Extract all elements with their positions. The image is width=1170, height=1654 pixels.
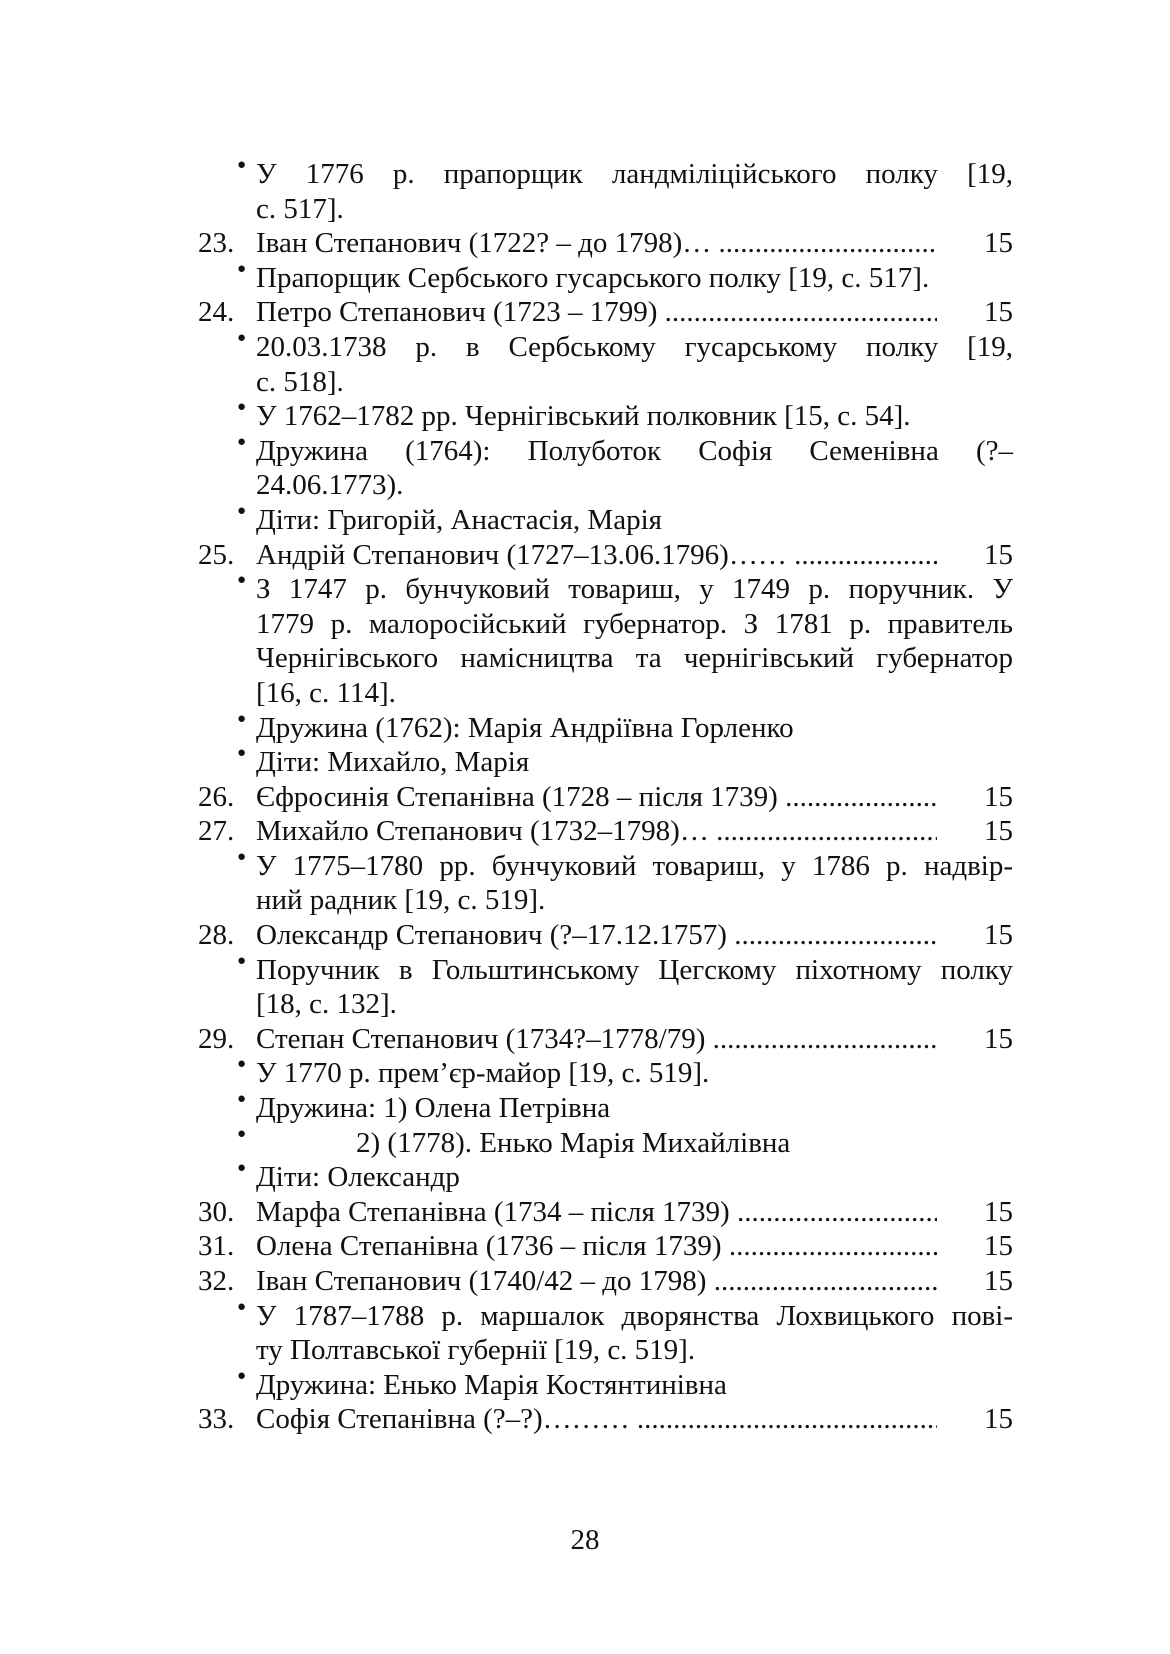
bullet-line: ● Діти: Михайло, Марія [256, 746, 530, 779]
entry-title: Олена Степанівна (1736 – після 1739) ..... [256, 1229, 937, 1264]
entry-page-ref: 15 [984, 780, 1013, 813]
bullet-line: [18, с. 132]. [256, 988, 397, 1021]
bullet-line: ● 20.03.1738 р. в Сербському гусарському полку [19, [256, 330, 1013, 363]
bullet-line: 24.06.1773). [256, 469, 404, 502]
index-entry [198, 1022, 1013, 1057]
entry-title: Олександр Степанович (?–17.12.1757) ..... [256, 918, 937, 953]
bullet-note [198, 157, 1013, 226]
bullet-note [198, 1126, 1013, 1161]
entry-page-ref: 15 [984, 538, 1013, 571]
entry-title: Марфа Степанівна (1734 – після 1739) ..... [256, 1195, 937, 1230]
bullet-note [198, 399, 1013, 434]
bullet-line: ● Поручник в Гольштинському Цегскому піхотному полку [256, 953, 1013, 986]
index-list [198, 157, 1013, 1437]
entry-title: Степан Степанович (1734?–1778/79) ..... [256, 1022, 937, 1057]
entry-number: 32. [198, 1265, 235, 1297]
bullet-note [198, 434, 1013, 503]
bullet-note [198, 330, 1013, 399]
entry-number: 23. [198, 227, 235, 260]
bullet-line: ту Полтавської губернії [19, с. 519]. [256, 1334, 696, 1367]
bullet-line: ● Діти: Григорій, Анастасія, Марія [256, 503, 662, 536]
bullet-line: ● Дружина (1764): Полуботок Софія Семенівна (?– [256, 434, 1013, 467]
bullet-line: ● Дружина: 1) Олена Петрівна [256, 1092, 611, 1125]
bullet-note [198, 1160, 1013, 1195]
bullet-line: 1779 р. малоросійський губернатор. З 1781 р. правитель [256, 607, 1013, 640]
entry-number: 30. [198, 1195, 235, 1228]
entry-number: 28. [198, 919, 235, 952]
index-entry [198, 1264, 1013, 1299]
entry-title: Єфросинія Степанівна (1728 – після 1739) ..... [256, 780, 937, 815]
bullet-note [198, 1299, 1013, 1368]
entry-number: 27. [198, 815, 235, 848]
bullet-note [198, 261, 1013, 296]
index-entry [198, 295, 1013, 330]
index-entry [198, 780, 1013, 815]
bullet-line: ● У 1770 р. прем’єр-майор [19, с. 519]. [256, 1057, 710, 1090]
bullet-line: с. 517]. [256, 192, 344, 225]
index-entry [198, 918, 1013, 953]
bullet-line: ● 2) (1778). Енько Марія Михайлівна [356, 1126, 791, 1159]
index-entry [198, 814, 1013, 849]
bullet-line: ● У 1787–1788 р. маршалок дворянства Лохвицького пові- [256, 1299, 1013, 1332]
entry-title: Іван Степанович (1740/42 – до 1798) ..... [256, 1264, 937, 1299]
entry-page-ref: 15 [984, 296, 1013, 329]
entry-number: 29. [198, 1022, 235, 1055]
entry-page-ref: 15 [984, 1265, 1013, 1297]
bullet-note [198, 711, 1013, 746]
entry-title: Софія Степанівна (?–?)……… ..... [256, 1402, 937, 1437]
bullet-note [198, 849, 1013, 918]
entry-title: Михайло Степанович (1732–1798)… ..... [256, 814, 937, 849]
entry-title: Петро Степанович (1723 – 1799) ..... [256, 295, 937, 330]
bullet-line: ● У 1775–1780 рр. бунчуковий товариш, у 1786 р. надвір- [256, 849, 1013, 882]
index-entry [198, 226, 1013, 261]
bullet-line: ● Прапорщик Сербського гусарського полку [19, с. 517]. [256, 261, 930, 294]
bullet-line: ● Дружина (1762): Марія Андріївна Горленко [256, 711, 794, 744]
bullet-note [198, 745, 1013, 780]
bullet-note [198, 953, 1013, 1022]
entry-page-ref: 15 [984, 1195, 1013, 1228]
index-entry [198, 538, 1013, 573]
bullet-line: ● У 1762–1782 рр. Чернігівський полковник [15, с. 54]. [256, 400, 911, 433]
bullet-note [198, 503, 1013, 538]
bullet-line: Чернігівського намісництва та чернігівський губернатор [256, 642, 1013, 675]
entry-title: Іван Степанович (1722? – до 1798)… ..... [256, 226, 937, 261]
entry-number: 33. [198, 1403, 235, 1436]
entry-page-ref: 15 [984, 919, 1013, 952]
entry-page-ref: 15 [984, 1403, 1013, 1436]
bullet-line: [16, с. 114]. [256, 676, 396, 709]
entry-page-ref: 15 [984, 1022, 1013, 1055]
entry-number: 25. [198, 538, 235, 571]
index-entry [198, 1402, 1013, 1437]
page-number: 28 [570, 1524, 600, 1556]
bullet-note [198, 572, 1013, 710]
bullet-line: с. 518]. [256, 365, 344, 398]
bullet-line: ● У 1776 р. прапорщик ландміліційського полку [19, [256, 158, 1013, 190]
entry-page-ref: 15 [984, 1230, 1013, 1263]
bullet-line: ● Дружина: Енько Марія Костянтинівна [256, 1368, 727, 1401]
bullet-line: ● Діти: Олександр [256, 1161, 460, 1194]
entry-title: Андрій Степанович (1727–13.06.1796)…… ..... [256, 538, 937, 573]
entry-page-ref: 15 [984, 227, 1013, 260]
bullet-line: ний радник [19, с. 519]. [256, 884, 546, 917]
entry-number: 26. [198, 780, 235, 813]
bullet-note [198, 1368, 1013, 1403]
bullet-line: ● З 1747 р. бунчуковий товариш, у 1749 р. поручник. У [256, 573, 1013, 606]
entry-number: 31. [198, 1230, 235, 1263]
bullet-note [198, 1091, 1013, 1126]
entry-number: 24. [198, 296, 235, 329]
entry-page-ref: 15 [984, 815, 1013, 848]
bullet-note [198, 1056, 1013, 1091]
index-entry [198, 1229, 1013, 1264]
index-entry [198, 1195, 1013, 1230]
